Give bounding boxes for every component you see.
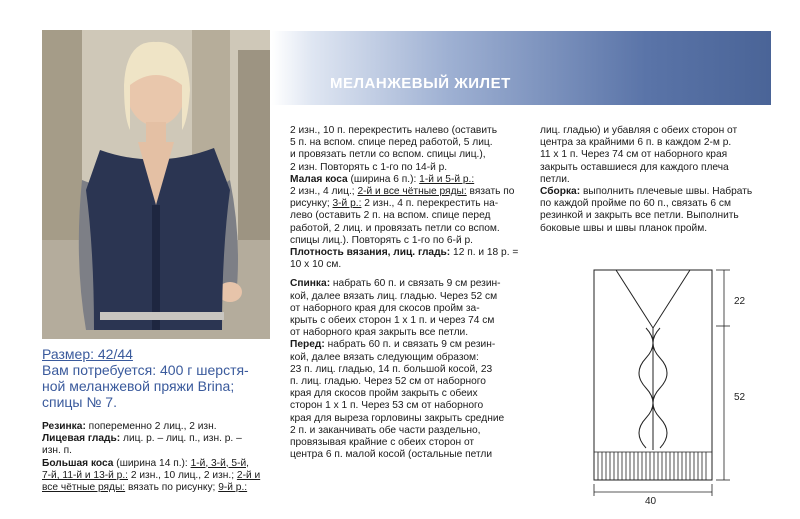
dim-body-label: 52 [734, 392, 746, 403]
stockinette-label: Лицевая гладь: [42, 433, 121, 445]
density-text-2: 10 х 10 см. [290, 259, 342, 271]
text-line: лиц. гладью) и убавляя с обеих сторон от [540, 125, 738, 136]
small-cable-l1-link: 2-й и все чётные ряды: [357, 186, 467, 198]
materials-block [42, 346, 272, 410]
small-cable-text: (ширина 6 п.): [347, 173, 420, 185]
text-line: края для скосов пройм закрыть с обеих [290, 388, 478, 400]
text-line: 23 п. лиц. гладью, 14 п. большой косой, 23 [290, 363, 493, 375]
neckline [616, 270, 690, 328]
vest-schematic [582, 268, 772, 508]
right-column [540, 125, 775, 235]
text-line: центра за крайними 6 п. в каждом 2-м р. [540, 137, 732, 149]
text-line: от наборного края для скосов пройм за- [290, 302, 480, 314]
small-cable-rows: 1-й и 5-й р.: [419, 173, 475, 185]
big-cable-text-3: вязать по рисунку; [125, 482, 219, 494]
small-cable-l2-prefix: рисунку; [290, 198, 333, 210]
left-column [42, 421, 274, 494]
small-cable-l1-suffix: вязать по [466, 186, 515, 198]
title-banner [272, 31, 771, 105]
text-line: от наборного края закрыть все петли. [290, 327, 469, 339]
materials-line-1: Вам потребуется: 400 г шерстя- [42, 362, 249, 378]
text-line: 2 изн., 10 п. перекрестить налево (оставить [290, 125, 498, 136]
materials-line-2: ной меланжевой пряжи Brina; [42, 378, 235, 394]
text-line: набрать 60 п. и связать 9 см резин- [330, 278, 501, 290]
middle-column [290, 125, 530, 461]
rib-label: Резинка: [42, 421, 86, 432]
big-cable-rows: 1-й, 3-й, 5-й, [190, 457, 250, 469]
model-photo [42, 30, 270, 339]
text-line: петли. [540, 173, 570, 185]
text-line: сторон 1 х 1 п. Через 53 см от наборного [290, 400, 484, 412]
page-title: МЕЛАНЖЕВЫЙ ЖИЛЕТ [330, 75, 511, 92]
text-line: 11 х 1 п. Через 74 см от наборного края [540, 149, 728, 161]
big-cable-text-2: 2 изн., 10 лиц., 2 изн.; [128, 469, 237, 481]
model-illustration [42, 30, 270, 339]
dim-top-label: 22 [734, 296, 746, 307]
materials-line-3: спицы № 7. [42, 394, 117, 410]
text-line: крыть с обеих сторон 1 х 1 п. и через 74 см [290, 315, 495, 327]
dim-width-label: 40 [645, 496, 657, 507]
text-line: п. лиц. гладью. Через 52 см от наборного [290, 376, 486, 388]
small-cable-l1-prefix: 2 изн., 4 лиц.; [290, 186, 358, 198]
small-cable-l2-suffix: 2 изн., 4 п. перекрестить на- [361, 198, 499, 210]
front-label: Перед: [290, 339, 325, 351]
size-line: Размер: 42/44 [42, 346, 133, 362]
rib-text: попеременно 2 лиц., 2 изн. [85, 421, 217, 432]
text-line: работой, 2 лиц. и провязать петли со вспом. [290, 222, 500, 234]
big-cable-label: Большая коса [42, 457, 114, 469]
stockinette-text: лиц. р. – лиц. п., изн. р. – [120, 433, 242, 445]
text-line: края для выреза горловины закрыть средние [290, 412, 505, 424]
text-line: кой, далее вязать лиц. гладью. Через 52 см [290, 290, 498, 302]
back-label: Спинка: [290, 278, 331, 290]
text-line: и провязать петли со вспом. спицы лиц.), [290, 149, 486, 161]
ribbing [594, 452, 712, 480]
text-line: резинкой и закрыть все петли. Выполнить [540, 210, 739, 222]
text-line: кой, далее вязать следующим образом: [290, 351, 479, 363]
density-label: Плотность вязания, лиц. гладь: [290, 247, 451, 259]
text-line: 5 п. на вспом. спице перед работой, 5 лиц. [290, 137, 493, 149]
big-cable-rows-2: 7-й, 11-й и 13-й р.: [42, 469, 128, 481]
text-line: выполнить плечевые швы. Набрать [580, 186, 753, 198]
text-line: центра 6 п. малой косой (остальные петли [290, 449, 493, 461]
small-cable-l2-link: 3-й р.: [332, 198, 362, 210]
text-line: боковые швы и швы планок пройм. [540, 222, 708, 234]
text-line: лево (оставить 2 п. на вспом. спице перед [290, 210, 491, 222]
assembly-label: Сборка: [540, 186, 581, 198]
small-cable-label: Малая коса [290, 173, 348, 185]
text-line: 2 изн. Повторять с 1-го по 14-й р. [290, 161, 448, 173]
text-line: провязывая крайние с обеих сторон от [290, 437, 475, 449]
big-cable-rows-3: 2-й и [236, 469, 261, 481]
text-line: набрать 60 п. и связать 9 см резин- [324, 339, 496, 351]
text-line: закрыть оставшиеся для каждого плеча [540, 161, 729, 173]
cable-pattern [639, 328, 667, 450]
big-cable-rows-4: все чётные ряды: [42, 482, 126, 494]
text-line: по каждой пройме по 60 п., связать 6 см [540, 198, 731, 210]
text-line: 2 п. и заканчивать обе части раздельно, [290, 424, 481, 436]
stockinette-text-2: изн. п. [42, 445, 72, 457]
big-cable-text: (ширина 14 п.): [113, 457, 191, 469]
big-cable-rows-5: 9-й р.: [218, 482, 248, 494]
text-line: спицы лиц.). Повторять с 1-го по 6-й р. [290, 234, 473, 246]
density-text: 12 п. и 18 р. = [450, 247, 519, 259]
